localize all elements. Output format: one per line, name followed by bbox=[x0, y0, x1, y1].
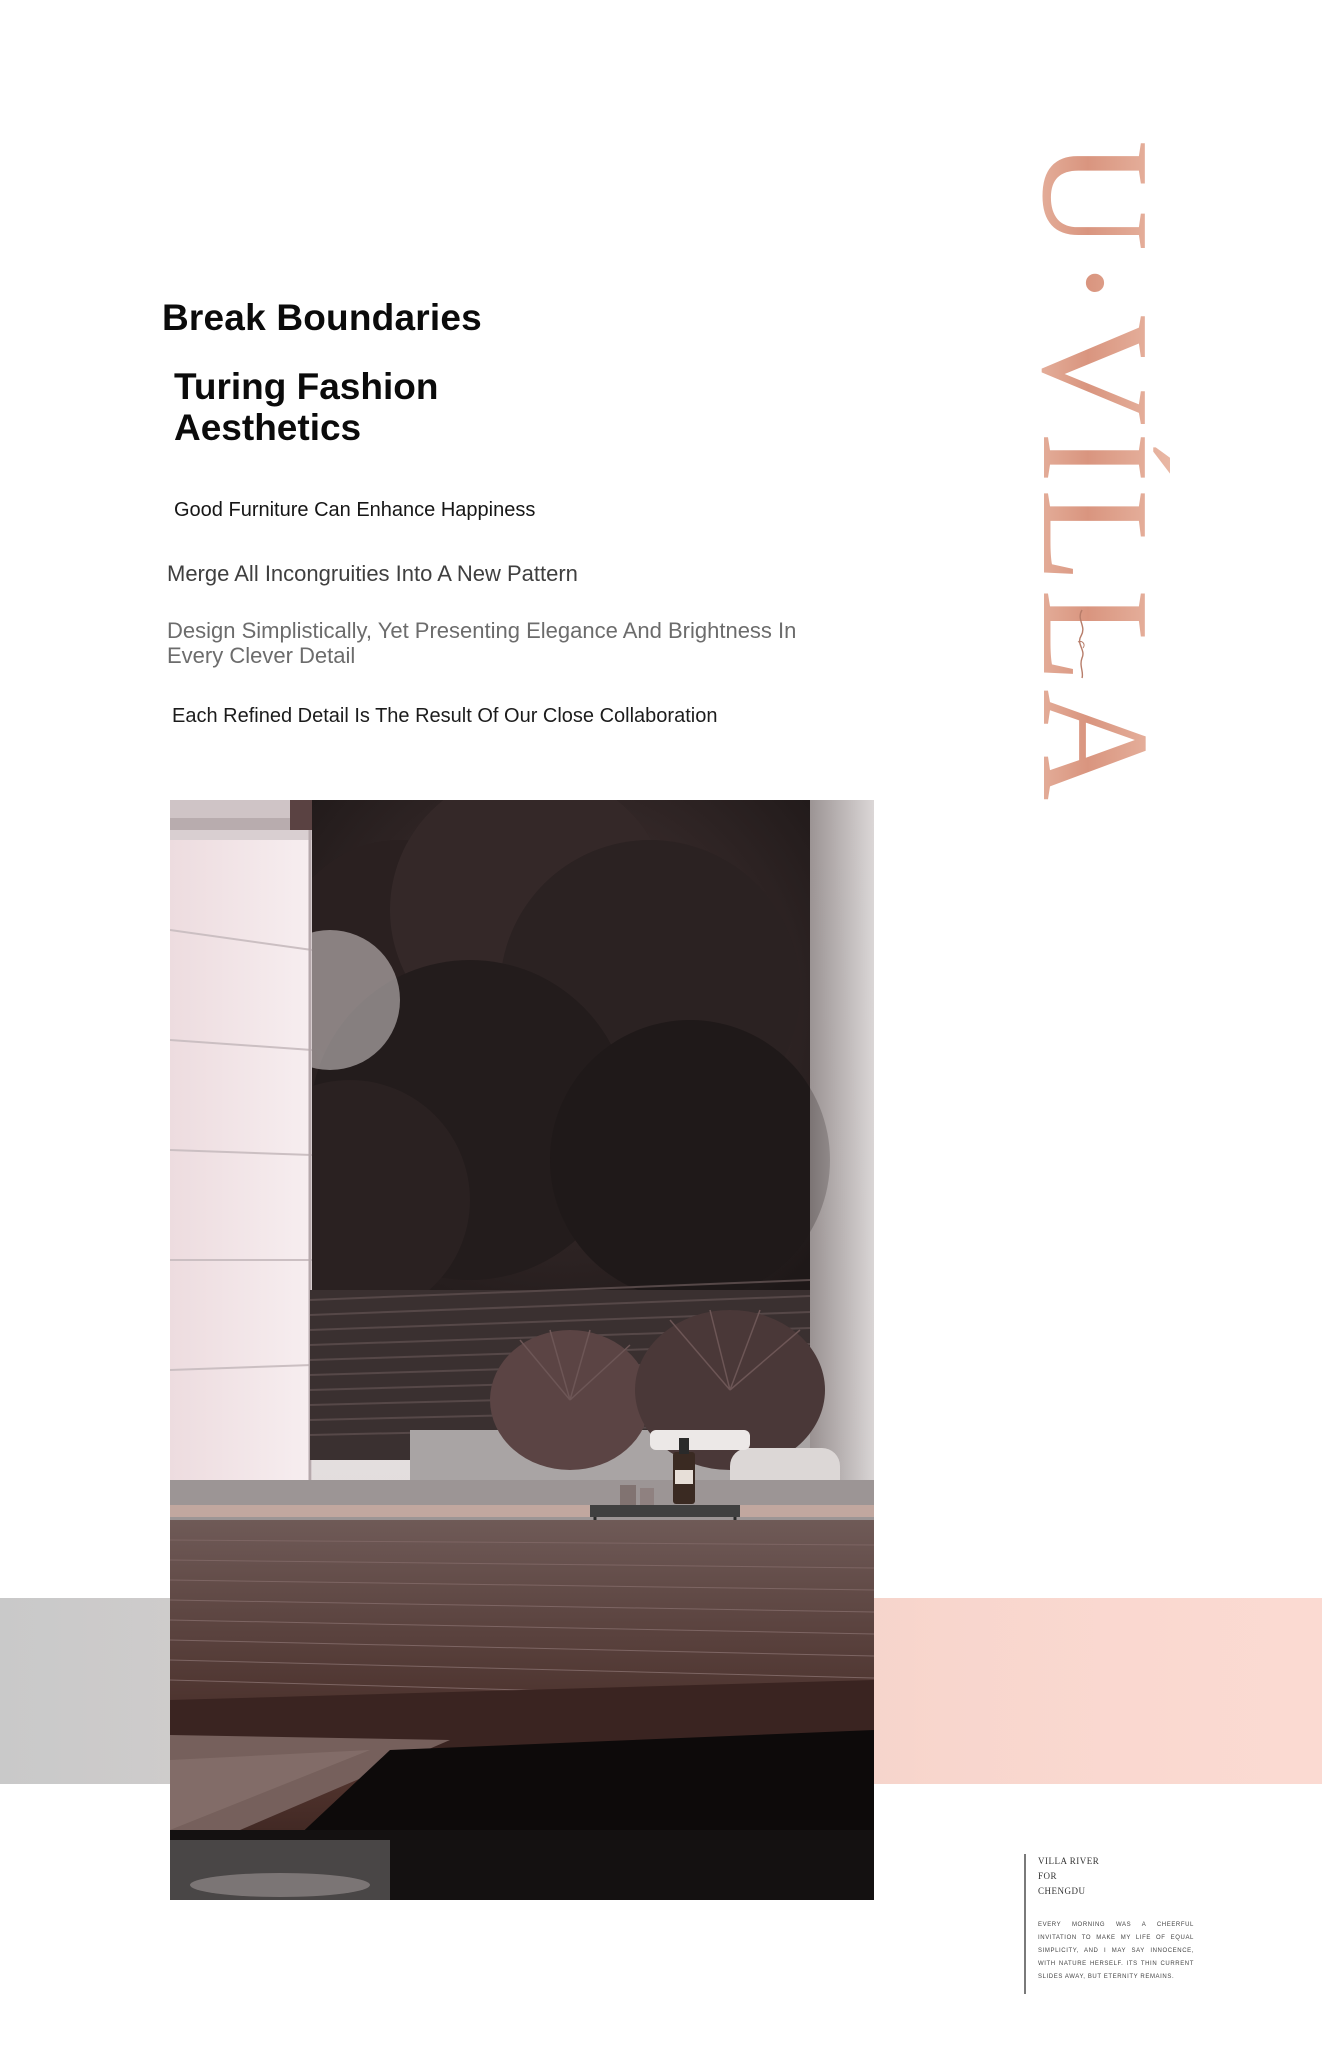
design-statement: Design Simplistically, Yet Presenting Elegance And Brightness In Every Clever Detail bbox=[167, 618, 797, 668]
caption-body: EVERY MORNING WAS A CHEERFUL INVITATION TO MAKE MY LIFE OF EQUAL SIMPLICITY, AND I MAY SAY INNOCENCE, WITH NATURE HERSELF. ITS THIN CURRENT SLIDES AWAY, BUT ETERNITY REMAINS. bbox=[1038, 1922, 1194, 1980]
color-band-fade bbox=[870, 1598, 1322, 1784]
merge-statement: Merge All Incongruities Into A New Pattern bbox=[167, 561, 578, 586]
brand-logo: U·VÍLLA bbox=[1010, 140, 1180, 807]
caption-title: VILLA RIVER FOR CHENGDU bbox=[1038, 1856, 1100, 1896]
subheadline: Turing Fashion Aesthetics bbox=[174, 366, 439, 448]
detail-statement: Each Refined Detail Is The Result Of Our Close Collaboration bbox=[172, 705, 718, 727]
signature-scribble-icon bbox=[1072, 606, 1092, 680]
headline: Break Boundaries bbox=[162, 297, 482, 338]
brand-logo-container bbox=[1010, 140, 1180, 880]
caption-block bbox=[1024, 1854, 1194, 1994]
tagline: Good Furniture Can Enhance Happiness bbox=[174, 499, 536, 521]
villa-courtyard-photo bbox=[170, 800, 874, 1900]
